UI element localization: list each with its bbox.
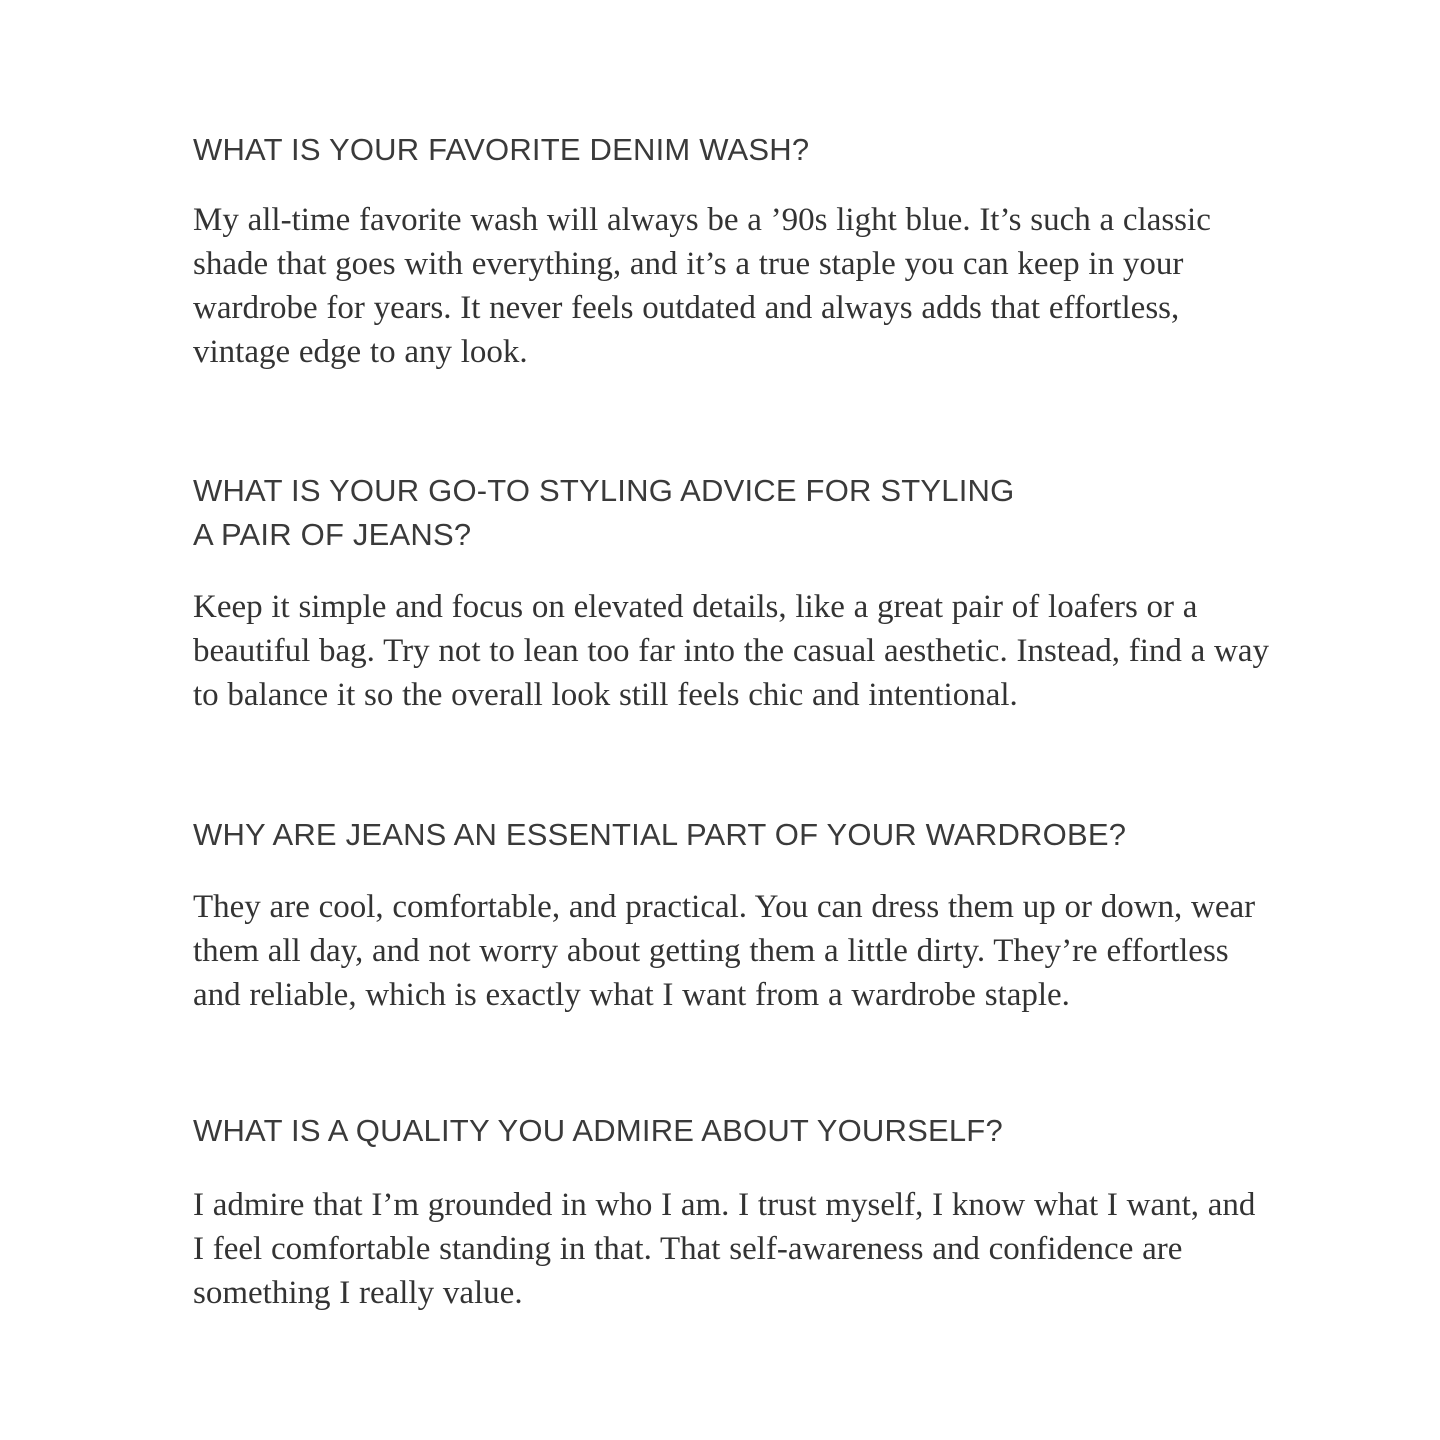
answer-paragraph: My all-time favorite wash will always be a ’90s light blue. It’s such a classic shade that goes with everything, and it’s a true staple you can keep in your wardrobe for years. It never feels outdated and always adds that effortless, vintage edge to any look. <box>193 202 1211 370</box>
answer-paragraph: Keep it simple and focus on elevated details, like a great pair of loafers or a beautiful bag. Try not to lean too far into the casual aesthetic. Instead, find a way to balance it so the overall look still feels chic and intentional. <box>193 589 1270 713</box>
answer-paragraph: I admire that I’m grounded in who I am. I trust myself, I know what I want, and I feel comfortable standing in that. That self-awareness and confidence are something I really value. <box>193 1187 1256 1311</box>
question-heading: WHAT IS YOUR FAVORITE DENIM WASH? <box>193 132 810 167</box>
question-heading: WHAT IS YOUR GO-TO STYLING ADVICE FOR STYLING A PAIR OF JEANS? <box>193 473 1015 552</box>
qa-section-jeans-essential <box>193 813 1273 1017</box>
qa-section-denim-wash <box>193 128 1273 374</box>
qa-section-styling-advice <box>193 469 1273 717</box>
question-heading: WHAT IS A QUALITY YOU ADMIRE ABOUT YOURSELF? <box>193 1113 1003 1148</box>
qa-section-admired-quality <box>193 1109 1273 1315</box>
question-heading: WHY ARE JEANS AN ESSENTIAL PART OF YOUR WARDROBE? <box>193 817 1127 852</box>
answer-paragraph: They are cool, comfortable, and practical. You can dress them up or down, wear them all day, and not worry about getting them a little dirty. They’re effortless and reliable, which is exactly what I want from a wardrobe staple. <box>193 889 1256 1013</box>
